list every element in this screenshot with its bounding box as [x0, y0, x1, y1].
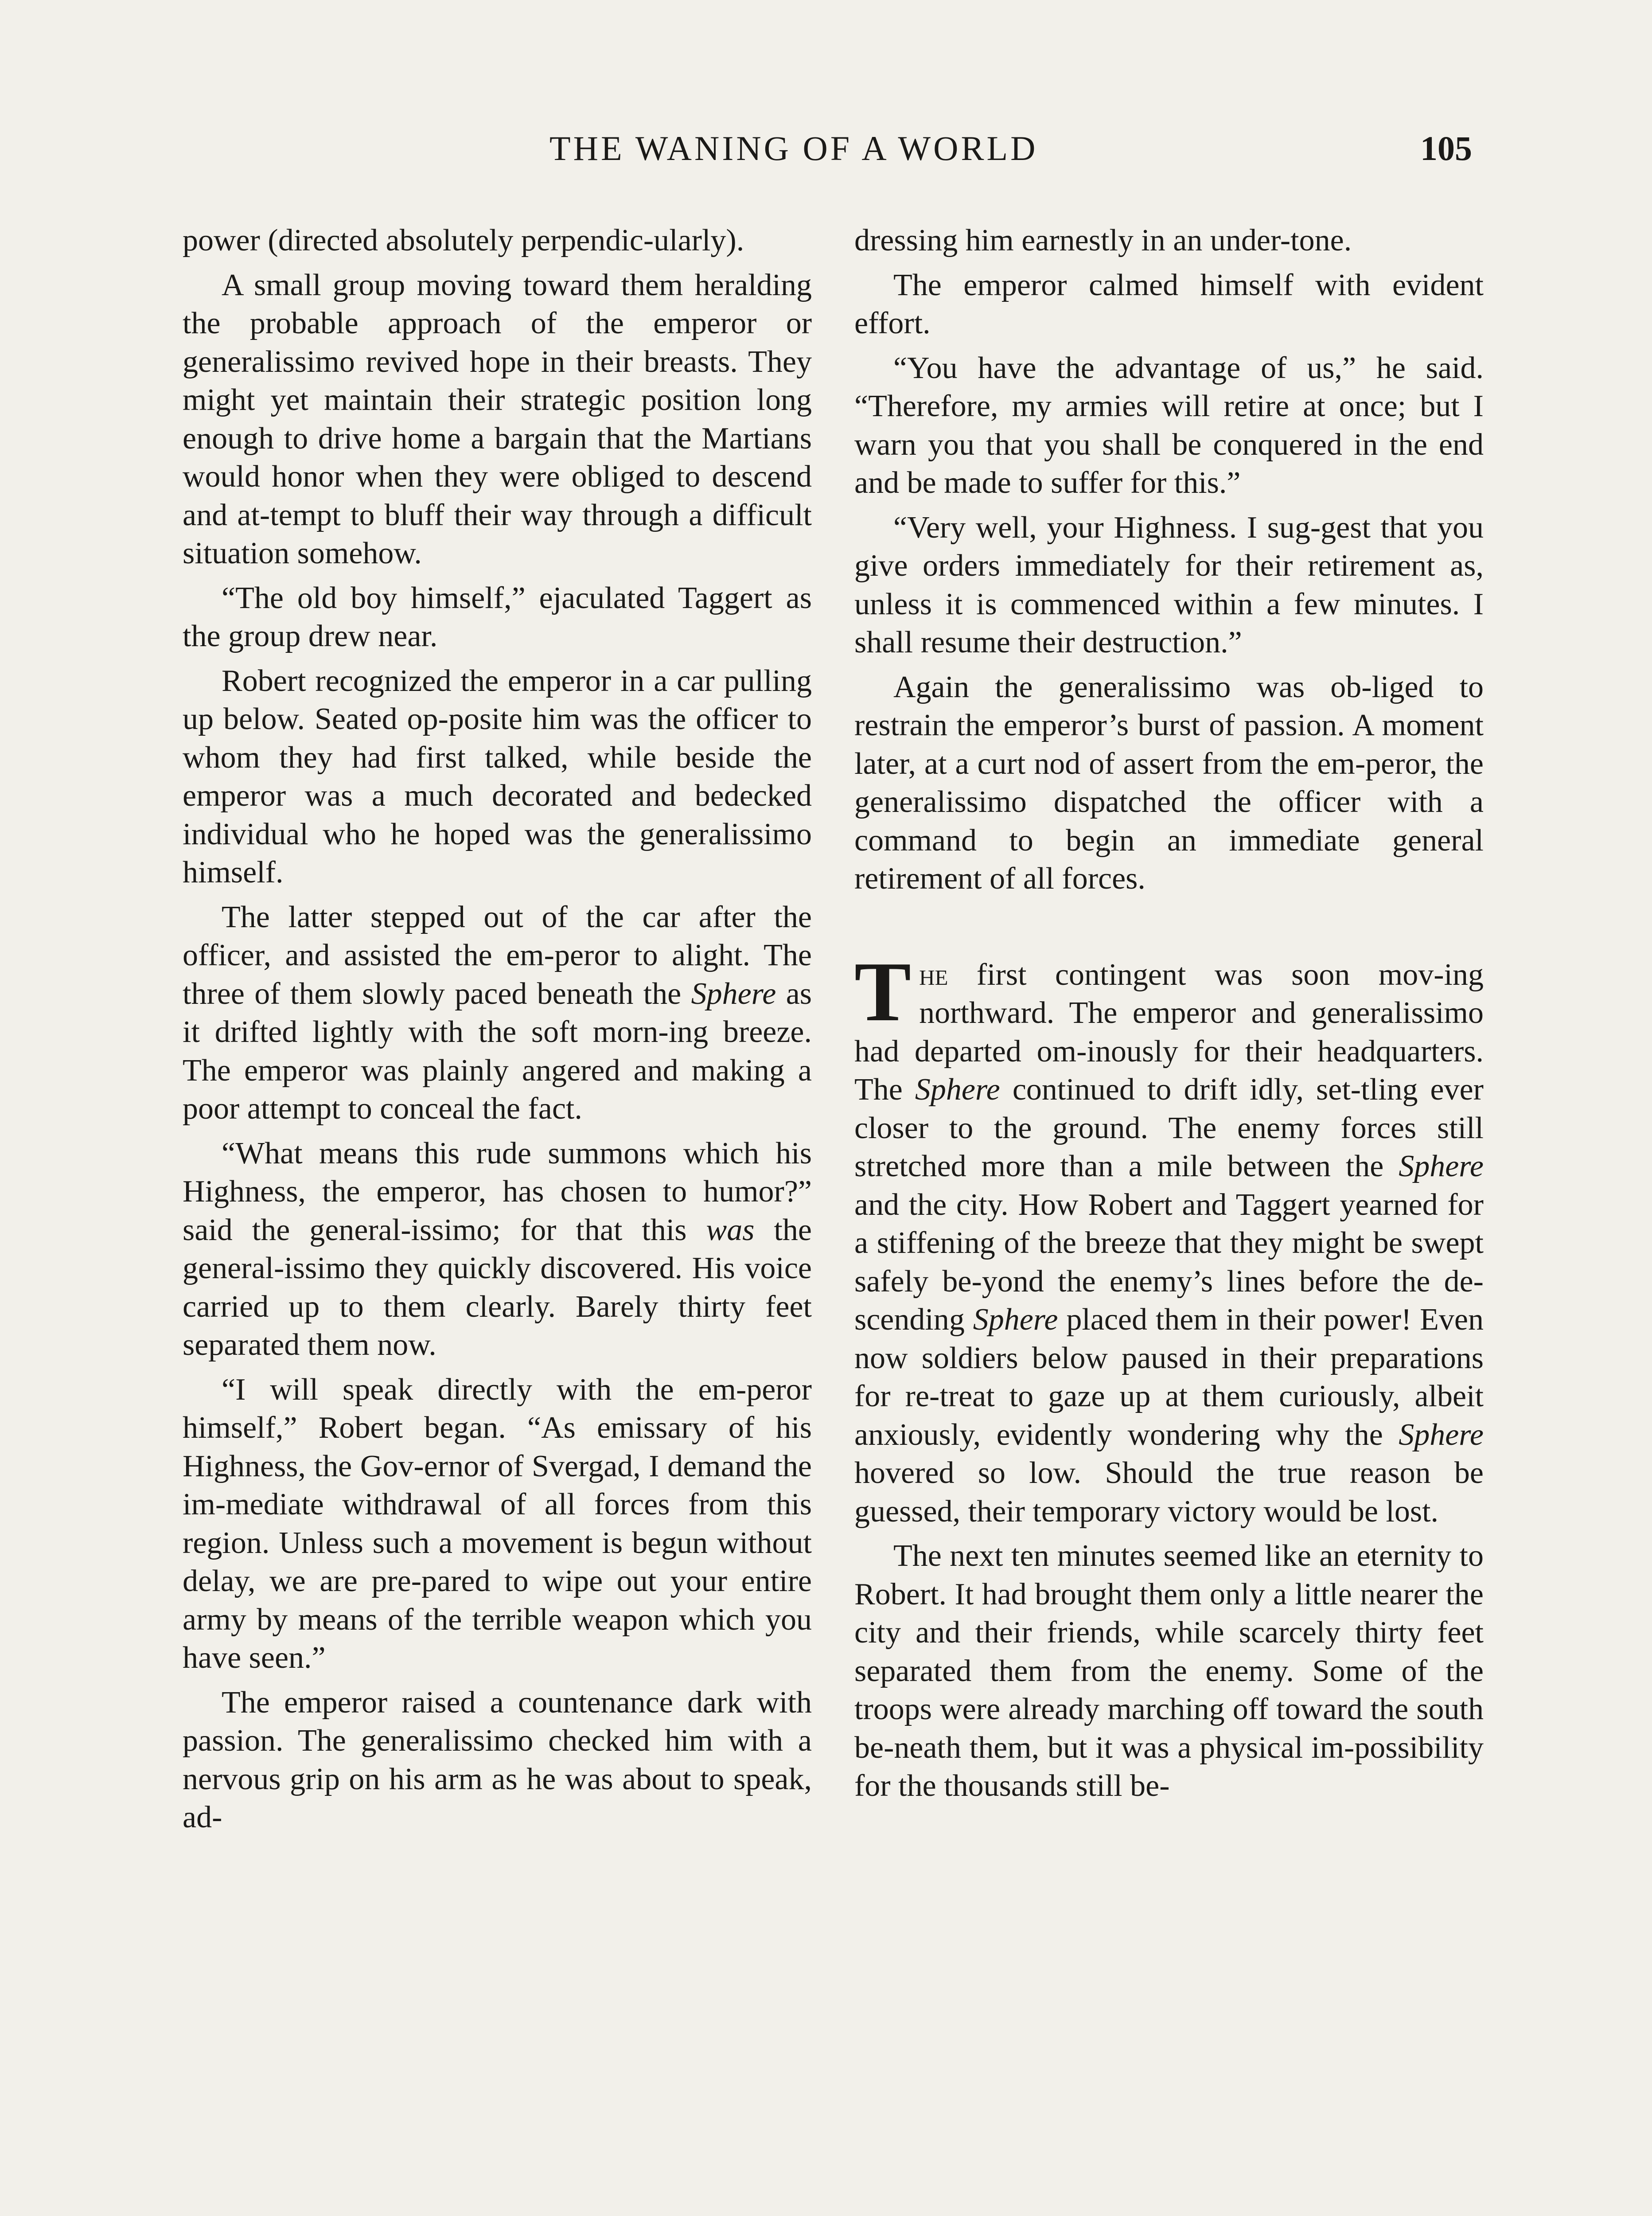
text-run: and the city. How Robert and Taggert yearned for a stiffening of the breeze that they might be swept safely be-yond the enemy’s lines before the de-scending [854, 1187, 1484, 1337]
paragraph: The emperor raised a countenance dark with passion. The generalissimo checked him with a nervous grip on his arm as he was about to speak, ad- [183, 1685, 812, 1834]
paragraph: “You have the advantage of us,” he said. “Therefore, my armies will retire at once; but I warn you that you shall be conquered in the end and be made to suffer for this.” [854, 351, 1484, 500]
page-number: 105 [1420, 129, 1472, 168]
text-run: first contingent was soon mov-ing northward. The emperor and generalissimo had departed om-inously for their headquarters. The [854, 957, 1484, 1107]
paragraph: The next ten minutes seemed like an eternity to Robert. It had brought them only a little nearer the city and their friends, while scarcely thirty feet separated them from the enemy. Some of the troops were already marching off toward the south be-neath them, but it was a physical im-possibility for the thousands still be- [854, 1539, 1484, 1803]
paragraph: The emperor calmed himself with evident effort. [854, 268, 1484, 340]
text-run: hovered so low. Should the true reason be guessed, their temporary victory would be lost. [854, 1456, 1484, 1529]
paragraph: A small group moving toward them heralding the probable approach of the emperor or generalissimo revived hope in their breasts. They might yet maintain their strategic position long enough to drive home a bargain that the Martians would honor when they were obliged to descend and at-tempt to bluff their way through a difficult situation somehow. [183, 268, 812, 570]
section-opening-paragraph [854, 944, 1484, 1531]
drop-cap: T [854, 944, 912, 1039]
text-run: The latter stepped out of the car after the officer, and assisted the em-peror to alight. The three of them slowly paced beneath the [183, 900, 812, 1011]
paragraph [183, 898, 812, 1128]
paragraph: “The old boy himself,” ejaculated Taggert as the group drew near. [183, 581, 812, 653]
italic-text: Sphere [691, 976, 776, 1011]
text-run: placed them in their power! Even now soldiers below paused in their preparations for re-treat to gaze up at them curiously, albeit anxiously, evidently wondering why the [854, 1303, 1484, 1452]
paragraph: dressing him earnestly in an under-tone. [854, 223, 1352, 257]
text-run: “What means this rude summons which his Highness, the emperor, has chosen to humor?” said the general-issimo; for that this [183, 1136, 812, 1247]
paragraph: Again the generalissimo was ob-liged to restrain the emperor’s burst of passion. A moment later, at a curt nod of assert from the em-peror, the generalissimo dispatched the officer with a command to begin an immediate general retirement of all forces. [854, 670, 1484, 896]
paragraph: Robert recognized the emperor in a car pulling up below. Seated op-posite him was the officer to whom they had first talked, while beside the emperor was a much decorated and bedecked individual who he hoped was the generalissimo himself. [183, 663, 812, 890]
italic-text: Sphere [915, 1073, 1000, 1107]
right-column [854, 222, 1484, 1812]
paragraph: power (directed absolutely perpendic-ularly). [183, 223, 744, 257]
italic-text: was [706, 1213, 755, 1247]
paragraph: “Very well, your Highness. I sug-gest that you give orders immediately for their retirement as, unless it is commenced within a few minutes. I shall resume their destruction.” [854, 510, 1484, 659]
italic-text: Sphere [973, 1303, 1058, 1337]
paragraph [183, 1135, 812, 1365]
text-run: as it drifted lightly with the soft morn-ing breeze. The emperor was plainly angered and making a poor attempt to conceal the fact. [183, 976, 812, 1126]
paragraph: “I will speak directly with the em-peror himself,” Robert began. “As emissary of his Highness, the Gov-ernor of Svergad, I demand the im-mediate withdrawal of all forces from this region. Unless such a movement is begun without delay, we are pre-pared to wipe out your entire army by means of the terrible weapon which you have seen.” [183, 1372, 812, 1675]
italic-text: Sphere [1399, 1149, 1484, 1183]
running-title: THE WANING OF A WORLD [549, 129, 1038, 168]
running-header [0, 126, 1652, 175]
italic-text: Sphere [1399, 1417, 1484, 1452]
text-run: continued to drift idly, set-tling ever closer to the ground. The enemy forces still stretched more than a mile between the [854, 1073, 1484, 1183]
small-caps-text: he [919, 957, 948, 992]
text-run: the general-issimo they quickly discovered. His voice carried up to them clearly. Barely thirty feet separated them now. [183, 1213, 812, 1362]
left-column [183, 222, 812, 1843]
